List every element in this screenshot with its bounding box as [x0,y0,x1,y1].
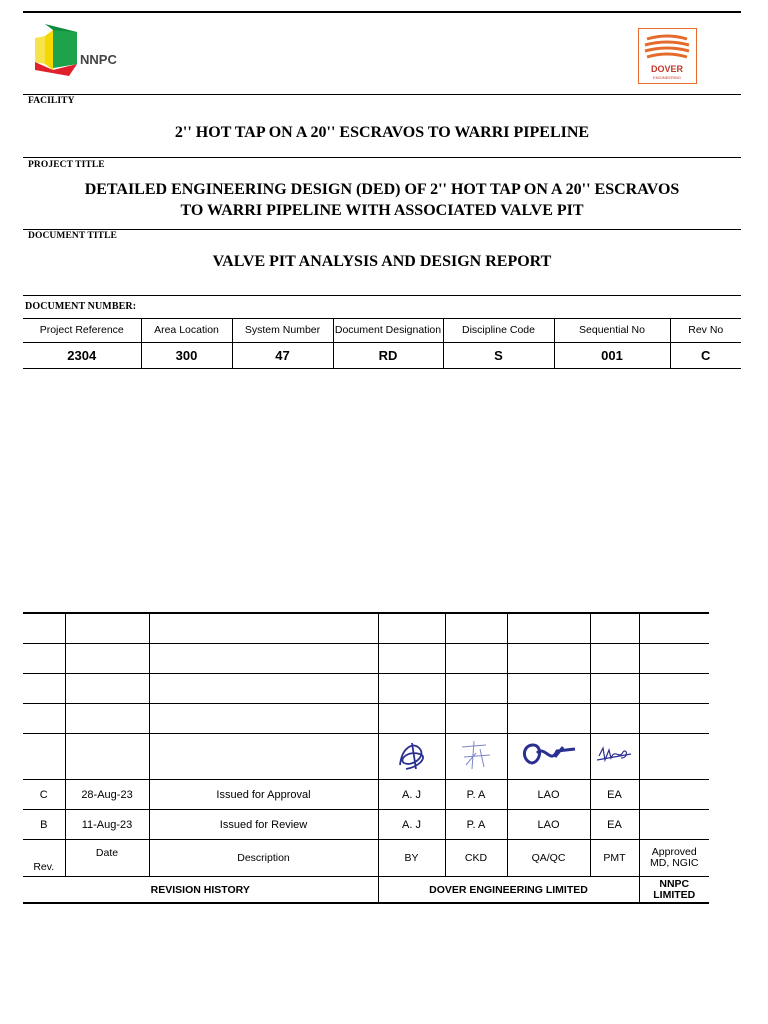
ckd-header: CKD [445,840,507,877]
revision-table [23,612,709,904]
project-rule [23,157,741,158]
top-rule [23,11,741,13]
table-row [23,644,709,674]
header-project-reference: Project Reference [23,319,141,343]
facility-title: 2'' HOT TAP ON A 20'' ESCRAVOS TO WARRI PIPELINE [174,124,590,141]
by-cell: A. J [378,780,445,810]
approved-header-line-1: Approved [651,846,697,858]
doc-number-table [23,318,741,369]
value-project-reference: 2304 [23,343,141,369]
project-title-line-2: TO WARRI PIPELINE WITH ASSOCIATED VALVE PIT [180,202,584,219]
header-document-designation: Document Designation [333,319,443,343]
revision-history-label: REVISION HISTORY [23,877,378,904]
header-system-number: System Number [232,319,333,343]
client-label-line-2: LIMITED [653,888,696,901]
ckd-cell: P. A [445,780,507,810]
value-document-designation: RD [333,343,443,369]
by-cell: A. J [378,810,445,840]
signature-ckd [445,734,507,780]
pmt-cell: EA [590,780,639,810]
revision-header-row [23,840,709,877]
table-row [23,674,709,704]
signature-row [23,734,709,780]
revision-row-b [23,810,709,840]
value-discipline-code: S [443,343,554,369]
revision-row-c [23,780,709,810]
description-cell: Issued for Approval [149,780,378,810]
doc-number-label: DOCUMENT NUMBER: [25,301,137,312]
approved-header [639,840,709,877]
approved-header-line-2: MD, NGIC [650,857,699,869]
company-label: DOVER ENGINEERING LIMITED [378,877,639,904]
revision-footer-row [23,877,709,904]
date-header: Date [65,840,149,877]
pmt-cell: EA [590,810,639,840]
table-row [23,704,709,734]
description-header: Description [149,840,378,877]
rev-cell: C [23,780,65,810]
header-sequential-no: Sequential No [554,319,670,343]
nnpc-logo [33,24,133,78]
doc-number-rule [23,295,741,296]
svg-text:ENGINEERING: ENGINEERING [652,75,682,80]
client-label [639,877,709,904]
signature-by [378,734,445,780]
value-system-number: 47 [232,343,333,369]
approved-cell [639,780,709,810]
signature-pmt [590,734,639,780]
dover-logo [638,28,697,84]
document-rule [23,229,741,230]
by-header: BY [378,840,445,877]
ckd-cell: P. A [445,810,507,840]
client-label-line-1: NNPC [659,877,690,890]
signature-qa [507,734,590,780]
table-row [23,613,709,644]
svg-text:DOVER: DOVER [650,64,684,74]
document-title: VALVE PIT ANALYSIS AND DESIGN REPORT [212,253,552,270]
description-cell: Issued for Review [149,810,378,840]
value-rev-no: C [670,343,741,369]
rev-header: Rev. [23,840,65,877]
date-cell: 11-Aug-23 [65,810,149,840]
svg-text:NNPC: NNPC [80,52,117,67]
pmt-header: PMT [590,840,639,877]
date-cell: 28-Aug-23 [65,780,149,810]
qa-cell: LAO [507,810,590,840]
qa-header: QA/QC [507,840,590,877]
value-area-location: 300 [141,343,232,369]
value-sequential-no: 001 [554,343,670,369]
facility-rule [23,94,741,95]
project-label: PROJECT TITLE [28,160,105,170]
qa-cell: LAO [507,780,590,810]
project-title-line-1: DETAILED ENGINEERING DESIGN (DED) OF 2'' HOT TAP ON A 20'' ESCRAVOS [84,181,680,198]
header-area-location: Area Location [141,319,232,343]
header-rev-no: Rev No [670,319,741,343]
rev-cell: B [23,810,65,840]
header-discipline-code: Discipline Code [443,319,554,343]
document-label: DOCUMENT TITLE [28,231,117,241]
approved-cell [639,810,709,840]
facility-label: FACILITY [28,96,75,106]
